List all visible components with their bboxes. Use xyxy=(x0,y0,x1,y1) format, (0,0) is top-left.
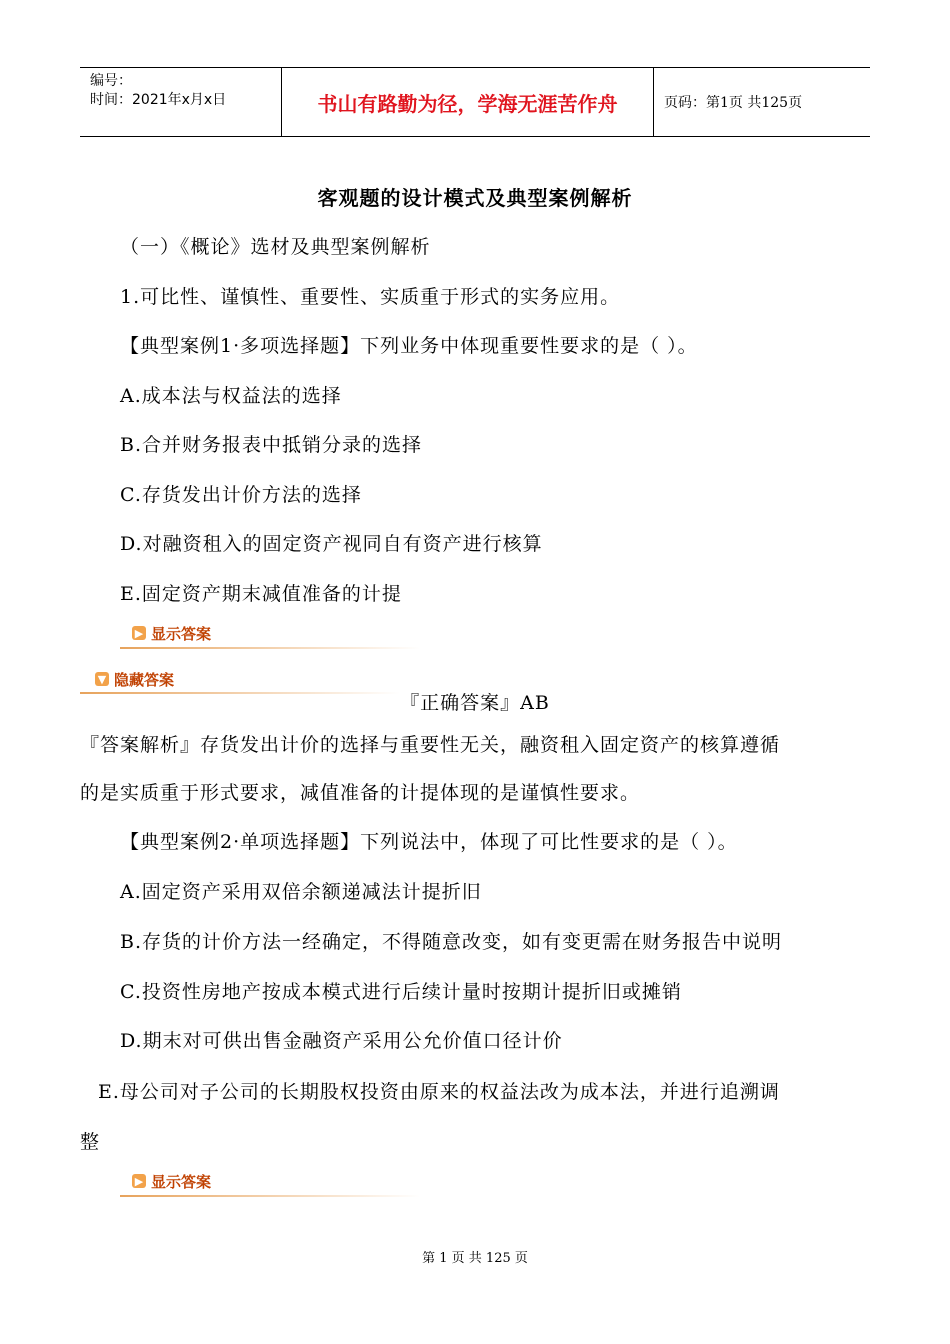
correct-answer: 『正确答案』AB xyxy=(400,692,550,714)
case1-option-c: C.存货发出计价方法的选择 xyxy=(120,484,362,506)
arrow-right-icon: ▶ xyxy=(132,1174,146,1188)
show-answer-button[interactable] xyxy=(132,621,211,645)
case1-option-e: E.固定资产期末减值准备的计提 xyxy=(120,583,402,605)
answer-analysis-line2: 的是实质重于形式要求，减值准备的计提体现的是谨慎性要求。 xyxy=(80,782,641,804)
case1-option-b: B.合并财务报表中抵销分录的选择 xyxy=(120,434,423,456)
show-answer-label: 显示答案 xyxy=(151,1172,212,1191)
code-label: 编号： xyxy=(90,73,132,89)
show-answer-button[interactable] xyxy=(132,1169,211,1193)
show-answer-label: 显示答案 xyxy=(151,624,212,643)
date-label: 时间：2021年x月x日 xyxy=(90,92,227,108)
case2-option-a: A.固定资产采用双倍余额递减法计提折旧 xyxy=(120,881,482,903)
header-meta xyxy=(80,68,282,136)
header-page-info: 页码：第1页 共125页 xyxy=(664,95,803,111)
case2-option-b: B.存货的计价方法一经确定，不得随意改变，如有变更需在财务报告中说明 xyxy=(120,931,783,953)
document-header xyxy=(80,67,870,137)
header-motto: 书山有路勤为径，学海无涯苦作舟 xyxy=(282,68,654,136)
arrow-down-icon: ▼ xyxy=(95,672,109,686)
case2-option-e-line2: 整 xyxy=(80,1131,101,1153)
case1-option-d: D.对融资租入的固定资产视同自有资产进行核算 xyxy=(120,533,543,555)
answer-divider xyxy=(120,647,420,649)
case2-option-d: D.期末对可供出售金融资产采用公允价值口径计价 xyxy=(120,1030,563,1052)
case2-option-c: C.投资性房地产按成本模式进行后续计量时按期计提折旧或摊销 xyxy=(120,981,682,1003)
page-title: 客观题的设计模式及典型案例解析 xyxy=(317,186,633,210)
case2-question: 【典型案例2·单项选择题】下列说法中，体现了可比性要求的是（ ）。 xyxy=(120,831,738,853)
topic-heading: 1.可比性、谨慎性、重要性、实质重于形式的实务应用。 xyxy=(120,286,621,308)
answer-divider xyxy=(120,1195,420,1197)
case1-question: 【典型案例1·多项选择题】下列业务中体现重要性要求的是（ ）。 xyxy=(120,335,698,357)
answer-analysis-line1: 『答案解析』存货发出计价的选择与重要性无关，融资租入固定资产的核算遵循 xyxy=(80,734,781,756)
page-footer: 第 1 页 共 125 页 xyxy=(422,1251,528,1266)
hide-answer-label: 隐藏答案 xyxy=(114,670,175,689)
arrow-right-icon: ▶ xyxy=(132,626,146,640)
case2-option-e-line1: E.母公司对子公司的长期股权投资由原来的权益法改为成本法，并进行追溯调 xyxy=(98,1081,780,1103)
case1-option-a: A.成本法与权益法的选择 xyxy=(120,385,342,407)
section-heading: （一）《概论》选材及典型案例解析 xyxy=(120,236,431,258)
